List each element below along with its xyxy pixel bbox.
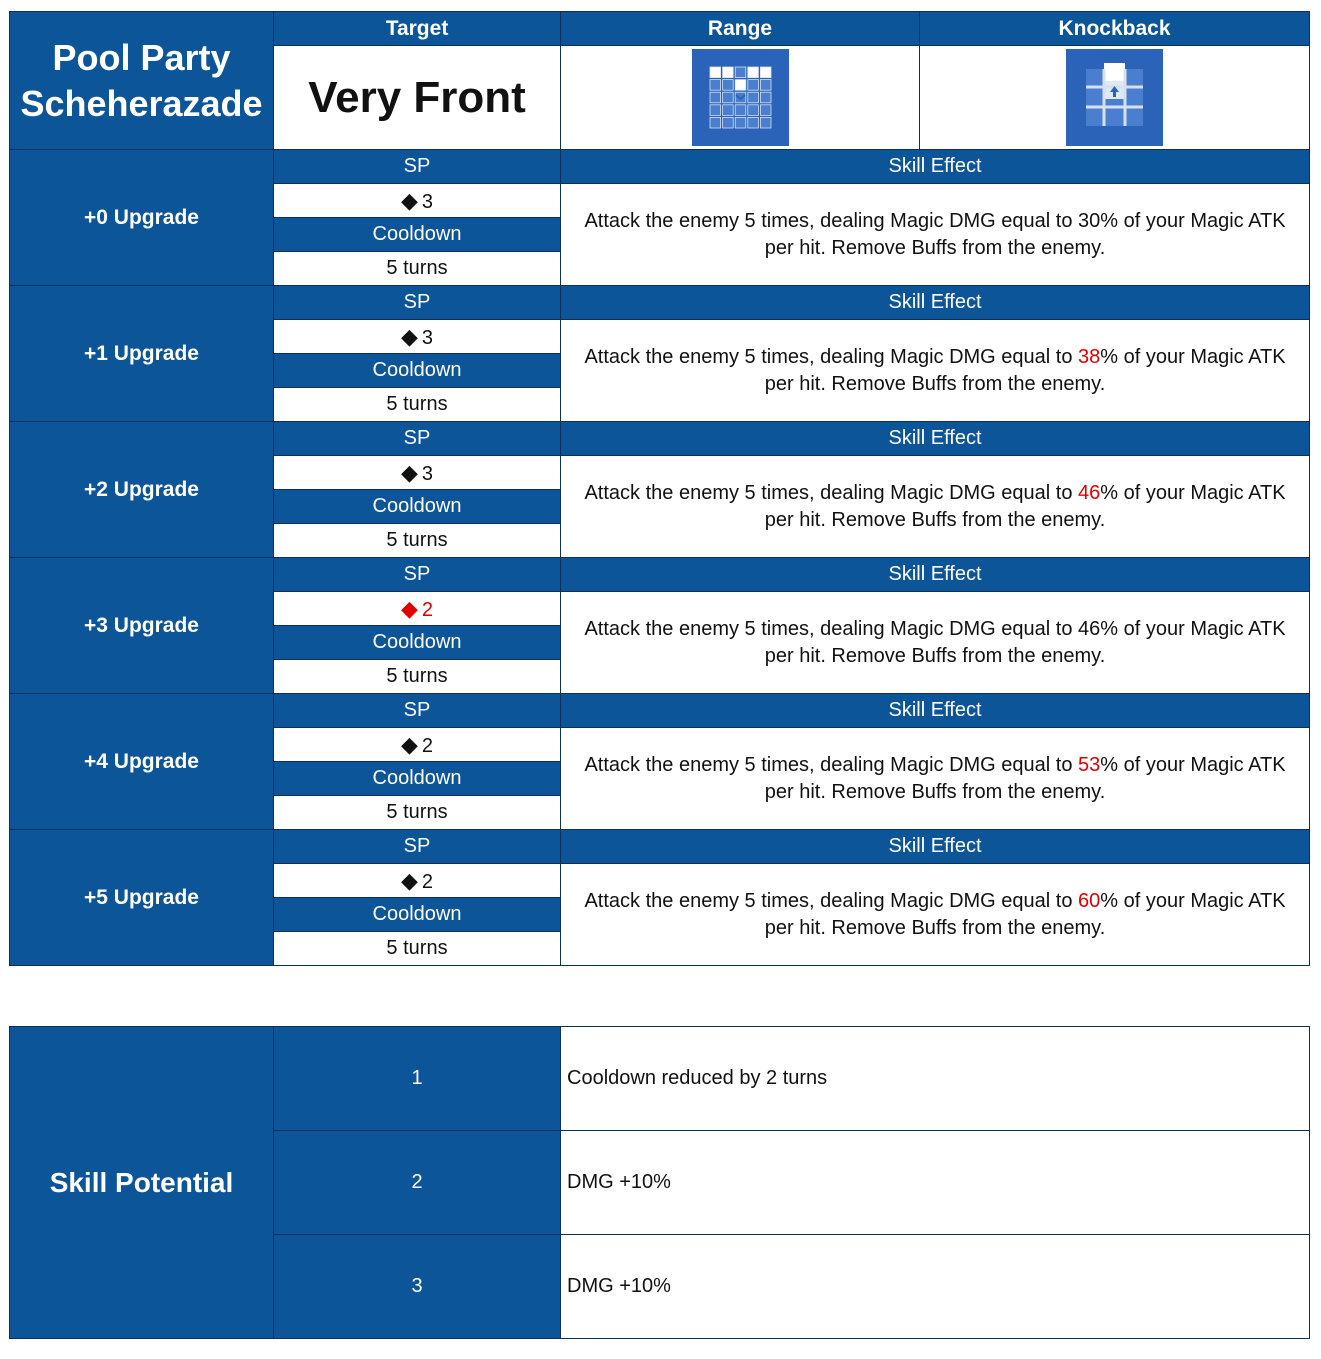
sp-value	[274, 592, 561, 626]
knockback-grid-icon	[1066, 49, 1163, 146]
skill-effect-label: Skill Effect	[561, 150, 1310, 184]
sp-label: SP	[274, 422, 561, 456]
effect-text-start: Attack the enemy 5 times, dealing Magic DMG equal to	[584, 889, 1079, 912]
cooldown-label: Cooldown	[274, 218, 561, 252]
upgrade-level-label: +0 Upgrade	[10, 150, 274, 286]
sp-label: SP	[274, 558, 561, 592]
skill-potential-table	[9, 1026, 1310, 1339]
cooldown-value: 5 turns	[274, 796, 561, 830]
effect-text-start: Attack the enemy 5 times, dealing Magic DMG equal to	[584, 345, 1079, 368]
cooldown-value: 5 turns	[274, 932, 561, 966]
sp-label: SP	[274, 150, 561, 184]
cooldown-label: Cooldown	[274, 354, 561, 388]
skill-effect-label: Skill Effect	[561, 558, 1310, 592]
diamond-icon: ◆	[400, 323, 418, 349]
knockback-header: Knockback	[920, 12, 1310, 46]
diamond-icon: ◆	[400, 867, 418, 893]
skill-table	[9, 11, 1310, 966]
skill-effect-text	[561, 184, 1310, 286]
skill-effect-text	[561, 456, 1310, 558]
effect-text-end: % of your Magic ATK per hit. Remove Buffs from the enemy.	[764, 209, 1286, 259]
potential-text-2: DMG +10%	[561, 1131, 1310, 1235]
upgrade-level-label: +1 Upgrade	[10, 286, 274, 422]
sp-label: SP	[274, 286, 561, 320]
character-name-line2: Scheherazade	[20, 82, 263, 124]
effect-percentage: 60	[1078, 889, 1101, 912]
skill-effect-text	[561, 728, 1310, 830]
effect-text-start: Attack the enemy 5 times, dealing Magic DMG equal to	[584, 209, 1079, 232]
skill-effect-text	[561, 592, 1310, 694]
character-name-line1: Pool Party	[52, 36, 231, 78]
cooldown-value: 5 turns	[274, 524, 561, 558]
effect-text-end: % of your Magic ATK per hit. Remove Buffs from the enemy.	[764, 889, 1286, 939]
sp-cost: 3	[421, 190, 434, 213]
sp-cost: 2	[421, 734, 434, 757]
cooldown-value: 5 turns	[274, 660, 561, 694]
sp-cost: 3	[421, 326, 434, 349]
upgrade-level-label: +5 Upgrade	[10, 830, 274, 966]
potential-text-3: DMG +10%	[561, 1235, 1310, 1339]
skill-effect-label: Skill Effect	[561, 830, 1310, 864]
effect-text-end: % of your Magic ATK per hit. Remove Buffs from the enemy.	[764, 753, 1286, 803]
sp-cost: 2	[421, 870, 434, 893]
sp-value	[274, 456, 561, 490]
sp-value	[274, 320, 561, 354]
character-name	[10, 12, 274, 150]
cooldown-value: 5 turns	[274, 388, 561, 422]
range-cell	[561, 46, 920, 150]
effect-percentage: 46	[1078, 617, 1101, 640]
sp-cost: 3	[421, 462, 434, 485]
range-header: Range	[561, 12, 920, 46]
sp-value	[274, 728, 561, 762]
skill-effect-label: Skill Effect	[561, 422, 1310, 456]
effect-text-start: Attack the enemy 5 times, dealing Magic DMG equal to	[584, 481, 1079, 504]
effect-text-start: Attack the enemy 5 times, dealing Magic DMG equal to	[584, 617, 1079, 640]
knockback-cell	[920, 46, 1310, 150]
sp-cost: 2	[421, 598, 434, 621]
effect-text-start: Attack the enemy 5 times, dealing Magic DMG equal to	[584, 753, 1079, 776]
effect-text-end: % of your Magic ATK per hit. Remove Buffs from the enemy.	[764, 481, 1286, 531]
potential-number-3: 3	[274, 1235, 561, 1339]
diamond-icon: ◆	[400, 731, 418, 757]
effect-percentage: 46	[1078, 481, 1101, 504]
diamond-icon: ◆	[400, 595, 418, 621]
skill-effect-label: Skill Effect	[561, 286, 1310, 320]
effect-text-end: % of your Magic ATK per hit. Remove Buffs from the enemy.	[764, 345, 1286, 395]
upgrade-level-label: +4 Upgrade	[10, 694, 274, 830]
potential-text-1: Cooldown reduced by 2 turns	[561, 1027, 1310, 1131]
cooldown-label: Cooldown	[274, 762, 561, 796]
skill-potential-title: Skill Potential	[10, 1027, 274, 1339]
cooldown-label: Cooldown	[274, 898, 561, 932]
diamond-icon: ◆	[400, 459, 418, 485]
sp-value	[274, 184, 561, 218]
diamond-icon: ◆	[400, 187, 418, 213]
cooldown-value: 5 turns	[274, 252, 561, 286]
effect-percentage: 38	[1078, 345, 1101, 368]
potential-number-1: 1	[274, 1027, 561, 1131]
target-value: Very Front	[274, 46, 561, 150]
sp-label: SP	[274, 694, 561, 728]
upgrade-level-label: +3 Upgrade	[10, 558, 274, 694]
effect-percentage: 53	[1078, 753, 1101, 776]
skill-effect-text	[561, 864, 1310, 966]
target-header: Target	[274, 12, 561, 46]
cooldown-label: Cooldown	[274, 626, 561, 660]
potential-number-2: 2	[274, 1131, 561, 1235]
effect-percentage: 30	[1078, 209, 1101, 232]
upgrade-level-label: +2 Upgrade	[10, 422, 274, 558]
range-grid-icon	[692, 49, 789, 146]
effect-text-end: % of your Magic ATK per hit. Remove Buffs from the enemy.	[764, 617, 1286, 667]
cooldown-label: Cooldown	[274, 490, 561, 524]
sp-label: SP	[274, 830, 561, 864]
sp-value	[274, 864, 561, 898]
skill-effect-text	[561, 320, 1310, 422]
skill-effect-label: Skill Effect	[561, 694, 1310, 728]
